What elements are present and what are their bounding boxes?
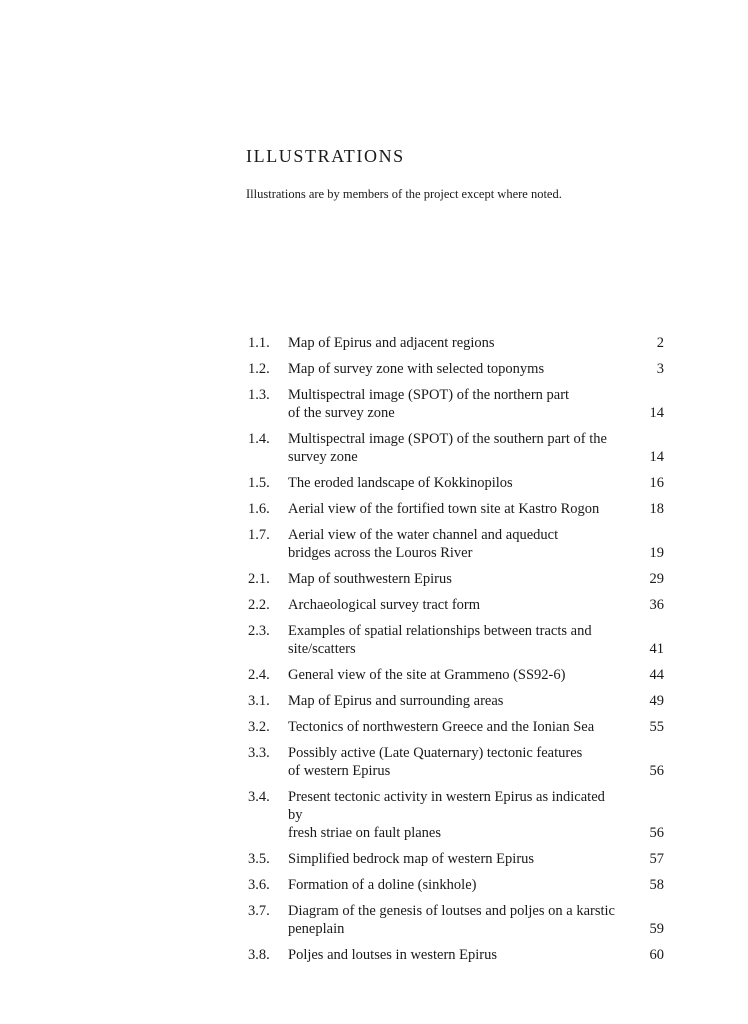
figure-title: Archaeological survey tract form [288, 597, 481, 613]
figure-title: Map of survey zone with selected toponyms [288, 361, 545, 377]
figure-number: 3.6. [248, 877, 270, 893]
page-number: 49 [649, 693, 664, 709]
list-item [248, 426, 664, 470]
figure-number: 2.4. [248, 667, 270, 683]
list-item [248, 784, 664, 846]
intro-note: Illustrations are by members of the project except where noted. [246, 187, 562, 201]
page-number: 56 [649, 763, 664, 779]
figure-title: Examples of spatial relationships between tracts and site/scatters [288, 623, 592, 657]
page-number: 14 [649, 449, 664, 465]
figure-title: The eroded landscape of Kokkinopilos [288, 475, 513, 491]
figure-number: 3.2. [248, 719, 270, 735]
page-number: 60 [649, 947, 664, 963]
page-number: 56 [649, 825, 664, 841]
page-number: 57 [649, 851, 664, 867]
page-number: 44 [649, 667, 664, 683]
page-number: 14 [649, 405, 664, 421]
page-number: 19 [649, 545, 664, 561]
figure-number: 1.2. [248, 361, 270, 377]
list-item [248, 382, 664, 426]
figure-number: 3.3. [248, 745, 270, 761]
list-item [248, 872, 664, 898]
figure-number: 3.1. [248, 693, 270, 709]
list-item [248, 496, 664, 522]
list-item [248, 898, 664, 942]
figure-title: Diagram of the genesis of loutses and poljes on a karstic peneplain [288, 903, 615, 937]
figure-title: Multispectral image (SPOT) of the southern part of the survey zone [288, 431, 607, 465]
list-item [248, 662, 664, 688]
figure-title: Map of Epirus and adjacent regions [288, 335, 495, 351]
page-number: 41 [649, 641, 664, 657]
page-number: 29 [649, 571, 664, 587]
figure-title: Simplified bedrock map of western Epirus [288, 851, 535, 867]
figure-number: 3.4. [248, 789, 270, 805]
list-item [248, 714, 664, 740]
list-item [248, 618, 664, 662]
figure-title: Poljes and loutses in western Epirus [288, 947, 498, 963]
figure-title: Formation of a doline (sinkhole) [288, 877, 477, 893]
page-number: 58 [649, 877, 664, 893]
figure-number: 1.5. [248, 475, 270, 491]
list-item [248, 470, 664, 496]
figure-number: 2.3. [248, 623, 270, 639]
figure-number: 1.6. [248, 501, 270, 517]
page-number: 18 [649, 501, 664, 517]
list-item [248, 522, 664, 566]
page-number: 3 [656, 361, 664, 377]
figure-title: Multispectral image (SPOT) of the northern part of the survey zone [288, 387, 570, 421]
list-item [248, 740, 664, 784]
figure-title: Map of Epirus and surrounding areas [288, 693, 504, 709]
list-item [248, 356, 664, 382]
figure-title: Aerial view of the fortified town site at Kastro Rogon [288, 501, 600, 517]
figure-number: 3.8. [248, 947, 270, 963]
page-number: 16 [649, 475, 664, 491]
illustrations-list [248, 330, 664, 968]
figure-title: Aerial view of the water channel and aqueduct bridges across the Louros River [288, 527, 559, 561]
figure-number: 1.3. [248, 387, 270, 403]
figure-title: Possibly active (Late Quaternary) tectonic features of western Epirus [288, 745, 583, 779]
figure-title: Tectonics of northwestern Greece and the Ionian Sea [288, 719, 595, 735]
page-title: ILLUSTRATIONS [246, 146, 405, 166]
figure-number: 1.1. [248, 335, 270, 351]
list-item [248, 592, 664, 618]
list-item [248, 688, 664, 714]
page-number: 36 [649, 597, 664, 613]
figure-title: General view of the site at Grammeno (SS92-6) [288, 667, 566, 683]
list-item [248, 846, 664, 872]
list-item [248, 942, 664, 968]
figure-number: 3.7. [248, 903, 270, 919]
figure-number: 2.2. [248, 597, 270, 613]
page-number: 59 [649, 921, 664, 937]
list-item [248, 330, 664, 356]
page-number: 55 [649, 719, 664, 735]
figure-number: 3.5. [248, 851, 270, 867]
figure-title: Present tectonic activity in western Epirus as indicated by fresh striae on fault planes [288, 789, 605, 841]
figure-number: 1.7. [248, 527, 270, 543]
figure-title: Map of southwestern Epirus [288, 571, 452, 587]
figure-number: 2.1. [248, 571, 270, 587]
figure-number: 1.4. [248, 431, 270, 447]
page-number: 2 [656, 335, 664, 351]
list-item [248, 566, 664, 592]
